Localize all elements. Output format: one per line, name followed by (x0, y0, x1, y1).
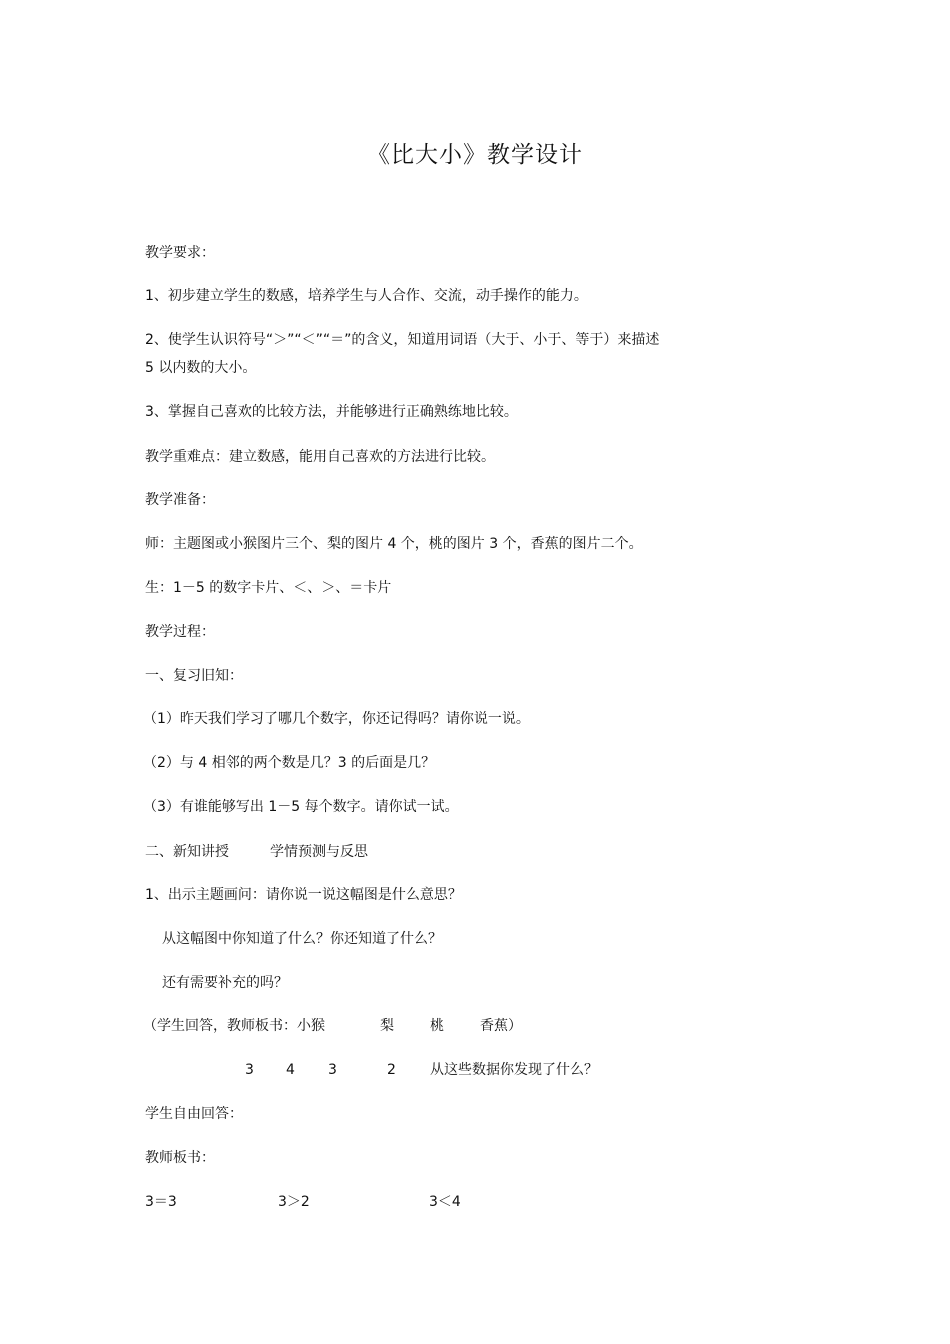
new-knowledge-heading: 二、新知讲授 (145, 844, 229, 860)
preparation-teacher: 师：主题图或小猴图片三个、梨的图片 4 个，桃的图片 3 个，香蕉的图片二个。 (145, 536, 643, 552)
comparison-equal: 3＝3 (145, 1194, 177, 1210)
preparation-heading: 教学准备： (145, 492, 215, 508)
key-points: 教学重难点：建立数感，能用自己喜欢的方法进行比较。 (145, 449, 495, 465)
numbers-question: 从这些数据你发现了什么？ (430, 1062, 598, 1078)
board-pear: 梨 (380, 1018, 394, 1034)
number-monkey: 3 (245, 1062, 254, 1078)
number-pear: 4 (286, 1062, 295, 1078)
preparation-student: 生：1－5 的数字卡片、＜、＞、＝卡片 (145, 580, 392, 596)
board-banana: 香蕉） (480, 1018, 522, 1034)
show-picture-question: 1、出示主题画问：请你说一说这幅图是什么意思？ (145, 887, 462, 903)
learning-reflection-label: 学情预测与反思 (270, 844, 368, 860)
comparison-greater: 3＞2 (278, 1194, 310, 1210)
requirement-3: 3、掌握自己喜欢的比较方法，并能够进行正确熟练地比较。 (145, 404, 518, 420)
number-banana: 2 (387, 1062, 396, 1078)
new-knowledge-row (145, 842, 445, 862)
review-item-3: （3）有谁能够写出 1－5 每个数字。请你试一试。 (143, 799, 459, 815)
comparison-less: 3＜4 (429, 1194, 461, 1210)
review-heading: 一、复习旧知： (145, 668, 243, 684)
board-number-row (145, 1060, 645, 1080)
review-item-1: （1）昨天我们学习了哪几个数字，你还记得吗？请你说一说。 (143, 711, 530, 727)
board-fruit-row (143, 1016, 563, 1036)
comparison-row (145, 1192, 545, 1212)
board-prefix-monkey: （学生回答，教师板书：小猴 (143, 1018, 325, 1034)
show-picture-followup-2: 还有需要补充的吗？ (162, 975, 288, 991)
requirement-2-line-2: 5 以内数的大小。 (145, 360, 257, 376)
requirements-heading: 教学要求： (145, 245, 215, 261)
process-heading: 教学过程： (145, 624, 215, 640)
board-peach: 桃 (430, 1018, 444, 1034)
requirement-1: 1、初步建立学生的数感，培养学生与人合作、交流，动手操作的能力。 (145, 288, 588, 304)
free-answer: 学生自由回答： (145, 1106, 243, 1122)
number-peach: 3 (328, 1062, 337, 1078)
show-picture-followup-1: 从这幅图中你知道了什么？你还知道了什么？ (162, 931, 442, 947)
requirement-2-line-1: 2、使学生认识符号“＞”“＜”“＝”的含义，知道用词语（大于、小于、等于）来描述 (145, 332, 660, 348)
teacher-board: 教师板书： (145, 1150, 215, 1166)
review-item-2: （2）与 4 相邻的两个数是几？3 的后面是几？ (143, 755, 436, 771)
document-title: 《比大小》教学设计 (367, 142, 583, 168)
